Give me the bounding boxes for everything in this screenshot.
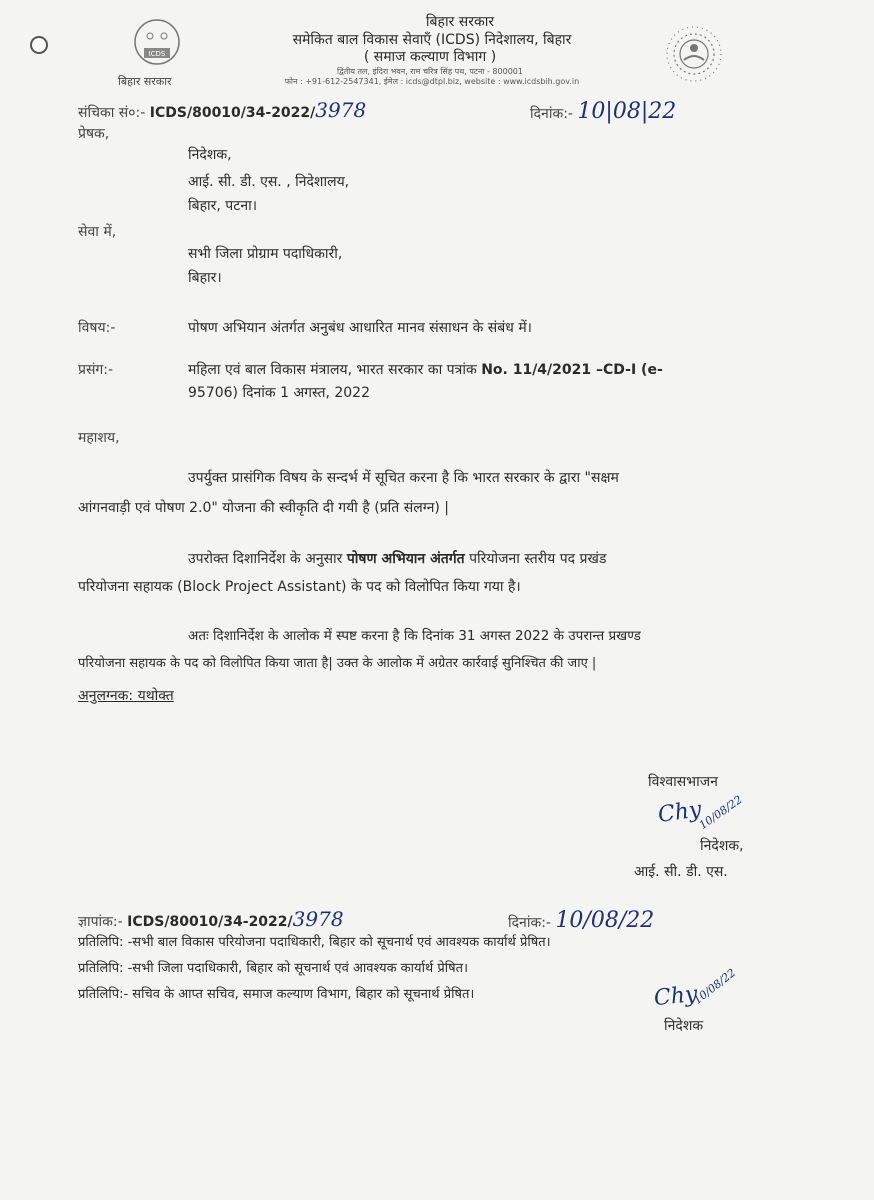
punch-hole	[30, 36, 48, 54]
icds-emblem-icon	[648, 24, 740, 84]
memo-handwritten-no: 3978	[292, 907, 344, 931]
para2-line1-end: परियोजना स्तरीय पद प्रखंड	[469, 551, 607, 567]
enclosure-note: अनुलग्नक: यथोक्त	[78, 688, 174, 704]
para1-line1: उपर्युक्त प्रासंगिक विषय के सन्दर्भ में सूचित करना है कि भारत सरकार के द्वारा "सक्षम	[188, 470, 619, 486]
signature-org: आई. सी. डी. एस.	[634, 864, 728, 880]
salutation: महाशय,	[78, 430, 120, 446]
para2-line2: परियोजना सहायक (Block Project Assistant) के पद को विलोपित किया गया है।	[78, 579, 521, 595]
para3-line1: अतः दिशानिर्देश के आलोक में स्पष्ट करना है कि दिनांक 31 अगस्त 2022 के उपरान्त प्रखण्ड	[188, 628, 641, 644]
reference-line	[78, 96, 366, 125]
para3-line2: परियोजना सहायक के पद को विलोपित किया जाता है| उक्त के आलोक में अग्रेतर कार्रवाई सुनिश्चित की जाए |	[78, 656, 597, 671]
context-label: प्रसंग:-	[78, 362, 114, 378]
header-directorate: समेकित बाल विकास सेवाएँ (ICDS) निदेशालय, बिहार	[292, 32, 572, 48]
sender-label: प्रेषक,	[78, 126, 110, 142]
copy-line-3: प्रतिलिपि:- सचिव के आप्त सचिव, समाज कल्याण विभाग, बिहार को सूचनार्थ प्रेषित।	[78, 987, 475, 1002]
sender-line1: निदेशक,	[188, 147, 232, 163]
memo-date	[508, 905, 654, 937]
para2-line1-bold: पोषण अभियान अंतर्गत	[346, 551, 465, 567]
context-line1	[188, 360, 663, 380]
para2-line1-start: उपरोक्त दिशानिर्देश के अनुसार	[188, 551, 343, 567]
para2-line1	[188, 549, 606, 569]
subject-text: पोषण अभियान अंतर्गत अनुबंध आधारित मानव संसाधन के संबंध में।	[188, 320, 532, 336]
subject-label: विषय:-	[78, 320, 116, 336]
context-line2: 95706) दिनांक 1 अगस्त, 2022	[188, 385, 370, 401]
memo-line	[78, 905, 344, 934]
memo-signature-title: निदेशक	[664, 1018, 704, 1034]
reference-date	[530, 96, 676, 128]
header-department: ( समाज कल्याण विभाग )	[363, 49, 497, 65]
memo-label: ज्ञापांक:-	[78, 914, 123, 930]
context-letter-number: No. 11/4/2021 –CD-I (e-	[481, 362, 663, 378]
memo-date-label: दिनांक:-	[508, 915, 551, 931]
memo-signature-date: 10/08/22	[691, 966, 739, 1007]
context-line1-text: महिला एवं बाल विकास मंत्रालय, भारत सरकार का पत्रांक	[188, 362, 477, 378]
logo-caption: बिहार सरकार	[118, 75, 172, 88]
para1-line2: आंगनवाड़ी एवं पोषण 2.0" योजना की स्वीकृति दी गयी है (प्रति संलग्न) |	[78, 500, 450, 516]
logo-text: ICDS	[148, 50, 166, 58]
reference-handwritten-date: 10|08|22	[577, 99, 677, 124]
reference-number: ICDS/80010/34-2022/	[149, 105, 316, 121]
copy-line-2: प्रतिलिपि: -सभी जिला पदाधिकारी, बिहार को सूचनार्थ एवं आवश्यक कार्यार्थ प्रेषित।	[78, 961, 468, 976]
sender-line2: आई. सी. डी. एस. , निदेशालय,	[188, 174, 350, 190]
recipient-line1: सभी जिला प्रोग्राम पदाधिकारी,	[188, 246, 343, 262]
signature-closing: विश्वासभाजन	[648, 774, 718, 790]
signature-initials: Chy	[656, 797, 703, 828]
memo-number: ICDS/80010/34-2022/	[127, 914, 293, 930]
copy-line-1: प्रतिलिपि: -सभी बाल विकास परियोजना पदाधिकारी, बिहार को सूचनार्थ एवं आवश्यक कार्यार्थ प्रेषित।	[78, 935, 551, 950]
memo-signature-initials: Chy	[652, 981, 699, 1012]
signature-date: 10/08/22	[696, 793, 745, 832]
reference-date-label: दिनांक:-	[530, 106, 573, 122]
recipient-line2: बिहार।	[188, 270, 222, 286]
reference-label: संचिका सं०:-	[78, 105, 146, 121]
header-address: द्वितीय तल, इंदिरा भवन, राम चरित्र सिंह पथ, पटना - 800001	[337, 67, 523, 76]
bihar-govt-logo-icon	[120, 12, 194, 76]
sender-line3: बिहार, पटना।	[188, 198, 258, 214]
header-contact: फोन : +91-612-2547341, ईमेल : icds@dtpl.biz, website : www.icdsbih.gov.in	[284, 77, 580, 86]
signature-title: निदेशक,	[700, 838, 744, 854]
memo-handwritten-date: 10/08/22	[555, 908, 655, 933]
recipient-label: सेवा में,	[78, 224, 117, 240]
header-govt: बिहार सरकार	[425, 14, 495, 30]
reference-handwritten-no: 3978	[315, 98, 367, 122]
